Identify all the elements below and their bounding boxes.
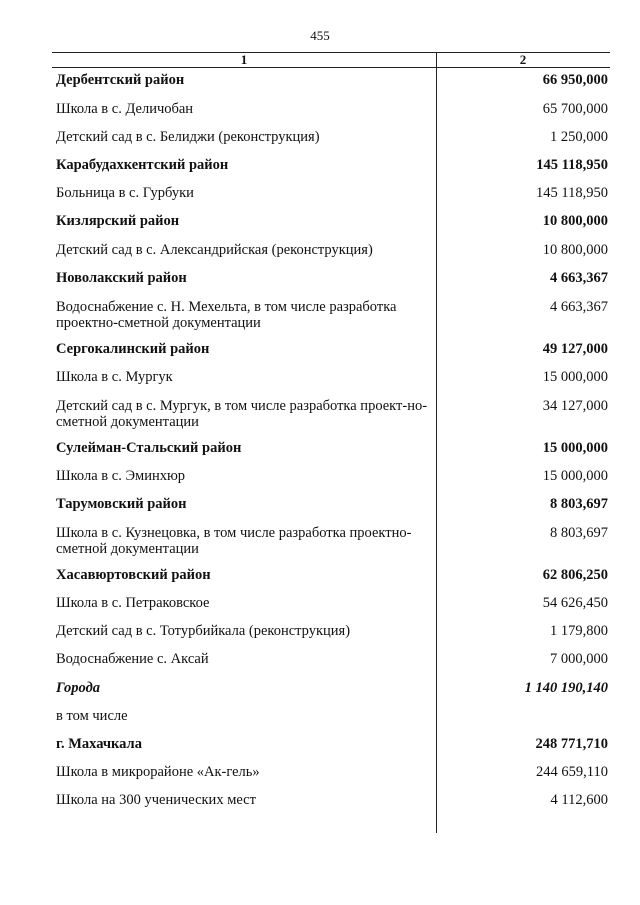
row-name: Школа в с. Эминхюр bbox=[56, 468, 186, 484]
table-row bbox=[52, 369, 610, 385]
row-name: Хасавюртовский район bbox=[56, 567, 211, 583]
table-row bbox=[52, 440, 610, 456]
row-name: Детский сад в с. Белиджи (реконструкция) bbox=[56, 129, 320, 145]
table-row bbox=[52, 525, 610, 557]
row-value: 15 000,000 bbox=[542, 468, 608, 484]
table-row bbox=[52, 792, 610, 808]
row-value: 15 000,000 bbox=[542, 440, 608, 456]
table-row bbox=[52, 623, 610, 639]
page-number: 455 bbox=[310, 28, 330, 43]
row-value: 65 700,000 bbox=[542, 101, 608, 117]
row-value: 145 118,950 bbox=[536, 157, 608, 173]
table-row bbox=[52, 213, 610, 229]
row-name: Тарумовский район bbox=[56, 496, 187, 512]
table-row bbox=[52, 764, 610, 780]
row-name: Новолакский район bbox=[56, 270, 187, 286]
table-row bbox=[52, 736, 610, 752]
header-col-2: 2 bbox=[519, 52, 527, 67]
row-value: 15 000,000 bbox=[542, 369, 608, 385]
row-value: 62 806,250 bbox=[542, 567, 608, 583]
row-value: 54 626,450 bbox=[542, 595, 608, 611]
row-name: Города bbox=[56, 680, 101, 696]
row-value: 244 659,110 bbox=[536, 764, 608, 780]
row-name: Школа в с. Деличобан bbox=[56, 101, 194, 117]
table-row bbox=[52, 708, 610, 724]
row-value: 8 803,697 bbox=[550, 525, 608, 541]
row-value: 1 179,800 bbox=[550, 623, 608, 639]
row-name: Школа в микрорайоне «Ак-гель» bbox=[56, 764, 260, 780]
header-col-1: 1 bbox=[240, 52, 248, 67]
row-value: 145 118,950 bbox=[536, 185, 608, 201]
table-header bbox=[52, 52, 610, 68]
table-row bbox=[52, 398, 610, 430]
row-name: Детский сад в с. Александрийская (реконструкция) bbox=[56, 242, 373, 258]
row-value: 248 771,710 bbox=[535, 736, 608, 752]
budget-table bbox=[52, 52, 610, 808]
row-value: 8 803,697 bbox=[550, 496, 608, 512]
row-name: Сулейман-Стальский район bbox=[56, 440, 242, 456]
row-value: 10 800,000 bbox=[542, 242, 608, 258]
row-name: Карабудахкентский район bbox=[56, 157, 229, 173]
table-row bbox=[52, 299, 610, 331]
row-name: Больница в с. Гурбуки bbox=[56, 185, 194, 201]
table-row bbox=[52, 270, 610, 286]
row-value: 4 663,367 bbox=[550, 299, 608, 315]
table-row bbox=[52, 129, 610, 145]
row-name: Школа в с. Мургук bbox=[56, 369, 173, 385]
row-value: 1 250,000 bbox=[550, 129, 608, 145]
table-row bbox=[52, 680, 610, 696]
row-value: 34 127,000 bbox=[542, 398, 608, 414]
table-row bbox=[52, 185, 610, 201]
table-row bbox=[52, 496, 610, 512]
row-name: Кизлярский район bbox=[56, 213, 180, 229]
table-row bbox=[52, 567, 610, 583]
row-name: Детский сад в с. Мургук, в том числе разработка проект-но-сметной документации bbox=[56, 398, 428, 430]
row-value: 49 127,000 bbox=[542, 341, 608, 357]
row-value: 66 950,000 bbox=[542, 72, 608, 88]
row-name: Школа в с. Кузнецовка, в том числе разработка проектно-сметной документации bbox=[56, 525, 412, 557]
row-value: 4 112,600 bbox=[550, 792, 608, 808]
row-name: Дербентский район bbox=[56, 72, 185, 88]
row-name: Водоснабжение с. Н. Мехельта, в том числе разработка проектно-сметной документации bbox=[56, 299, 397, 331]
table-row bbox=[52, 651, 610, 667]
row-name: г. Махачкала bbox=[56, 736, 142, 752]
table-row bbox=[52, 242, 610, 258]
row-name: Сергокалинский район bbox=[56, 341, 210, 357]
row-name: Детский сад в с. Тотурбийкала (реконструкция) bbox=[56, 623, 351, 639]
row-value: 1 140 190,140 bbox=[524, 680, 608, 696]
table-row bbox=[52, 595, 610, 611]
row-name: Школа в с. Петраковское bbox=[56, 595, 210, 611]
row-value: 4 663,367 bbox=[550, 270, 608, 286]
row-value: 7 000,000 bbox=[550, 651, 608, 667]
table-row bbox=[52, 72, 610, 88]
table-row bbox=[52, 157, 610, 173]
row-name: Школа на 300 ученических мест bbox=[56, 792, 256, 808]
row-name: Водоснабжение с. Аксай bbox=[56, 651, 209, 667]
table-row bbox=[52, 468, 610, 484]
table-row bbox=[52, 101, 610, 117]
row-value: 10 800,000 bbox=[542, 213, 608, 229]
table-row bbox=[52, 341, 610, 357]
row-name: в том числе bbox=[56, 708, 128, 724]
